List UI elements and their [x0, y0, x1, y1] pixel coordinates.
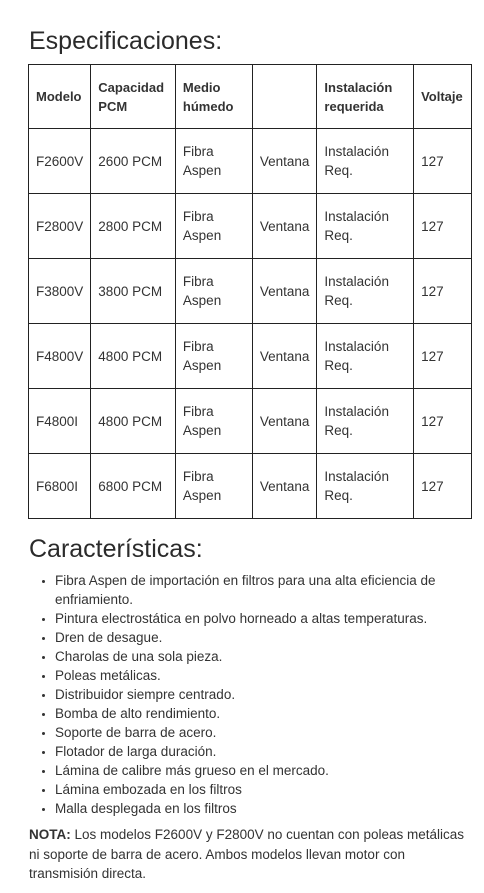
list-item: • Lámina embozada en los filtros — [55, 780, 475, 799]
features-heading: Características: — [29, 535, 203, 563]
specifications-table — [28, 64, 472, 519]
list-item: • Flotador de larga duración. — [55, 742, 475, 761]
cell-tipo: Ventana — [252, 129, 317, 194]
header-blank — [252, 65, 317, 129]
cell-instalacion: Instalación Req. — [317, 389, 414, 454]
note-label: NOTA: — [29, 827, 71, 842]
cell-medio: Fibra Aspen — [175, 194, 252, 259]
header-medio-humedo: Medio húmedo — [175, 65, 252, 129]
list-item: • Pintura electrostática en polvo horneado a altas temperaturas. — [55, 609, 475, 628]
cell-modelo: F2800V — [29, 194, 91, 259]
cell-capacidad: 4800 PCM — [91, 324, 176, 389]
table-body — [29, 129, 472, 519]
cell-voltaje: 127 — [414, 389, 472, 454]
cell-instalacion: Instalación Req. — [317, 194, 414, 259]
list-item: • Distribuidor siempre centrado. — [55, 685, 475, 704]
list-item: • Poleas metálicas. — [55, 666, 475, 685]
table-row — [29, 389, 472, 454]
cell-instalacion: Instalación Req. — [317, 324, 414, 389]
cell-modelo: F2600V — [29, 129, 91, 194]
list-item: • Lámina de calibre más grueso en el mercado. — [55, 761, 475, 780]
cell-tipo: Ventana — [252, 194, 317, 259]
cell-modelo: F4800V — [29, 324, 91, 389]
cell-tipo: Ventana — [252, 324, 317, 389]
header-modelo: Modelo — [29, 65, 91, 129]
cell-voltaje: 127 — [414, 454, 472, 519]
cell-capacidad: 6800 PCM — [91, 454, 176, 519]
cell-voltaje: 127 — [414, 194, 472, 259]
cell-tipo: Ventana — [252, 389, 317, 454]
note-paragraph — [29, 825, 469, 884]
cell-instalacion: Instalación Req. — [317, 259, 414, 324]
table-header-row — [29, 65, 472, 129]
cell-tipo: Ventana — [252, 259, 317, 324]
table-row — [29, 194, 472, 259]
note-text: Los modelos F2600V y F2800V no cuentan con poleas metálicas ni soporte de barra de acero. Ambos modelos llevan motor con transmisión directa. — [29, 827, 464, 881]
cell-modelo: F4800I — [29, 389, 91, 454]
cell-capacidad: 2600 PCM — [91, 129, 176, 194]
cell-voltaje: 127 — [414, 259, 472, 324]
cell-capacidad: 2800 PCM — [91, 194, 176, 259]
list-item: • Bomba de alto rendimiento. — [55, 704, 475, 723]
cell-medio: Fibra Aspen — [175, 259, 252, 324]
cell-capacidad: 4800 PCM — [91, 389, 176, 454]
cell-medio: Fibra Aspen — [175, 454, 252, 519]
cell-instalacion: Instalación Req. — [317, 454, 414, 519]
cell-medio: Fibra Aspen — [175, 324, 252, 389]
list-item: • Fibra Aspen de importación en filtros para una alta eficiencia de enfriamiento. — [55, 571, 475, 609]
table-row — [29, 324, 472, 389]
cell-modelo: F6800I — [29, 454, 91, 519]
header-voltaje: Voltaje — [414, 65, 472, 129]
table-row — [29, 454, 472, 519]
cell-voltaje: 127 — [414, 324, 472, 389]
table-row — [29, 129, 472, 194]
list-item: • Soporte de barra de acero. — [55, 723, 475, 742]
cell-modelo: F3800V — [29, 259, 91, 324]
features-list — [32, 571, 475, 818]
list-item: • Dren de desague. — [55, 628, 475, 647]
list-item: • Charolas de una sola pieza. — [55, 647, 475, 666]
cell-medio: Fibra Aspen — [175, 389, 252, 454]
list-item: • Malla desplegada en los filtros — [55, 799, 475, 818]
table-row — [29, 259, 472, 324]
specifications-heading: Especificaciones: — [29, 27, 223, 55]
cell-medio: Fibra Aspen — [175, 129, 252, 194]
cell-voltaje: 127 — [414, 129, 472, 194]
cell-capacidad: 3800 PCM — [91, 259, 176, 324]
cell-tipo: Ventana — [252, 454, 317, 519]
header-instalacion: Instalación requerida — [317, 65, 414, 129]
header-capacidad: Capacidad PCM — [91, 65, 176, 129]
cell-instalacion: Instalación Req. — [317, 129, 414, 194]
